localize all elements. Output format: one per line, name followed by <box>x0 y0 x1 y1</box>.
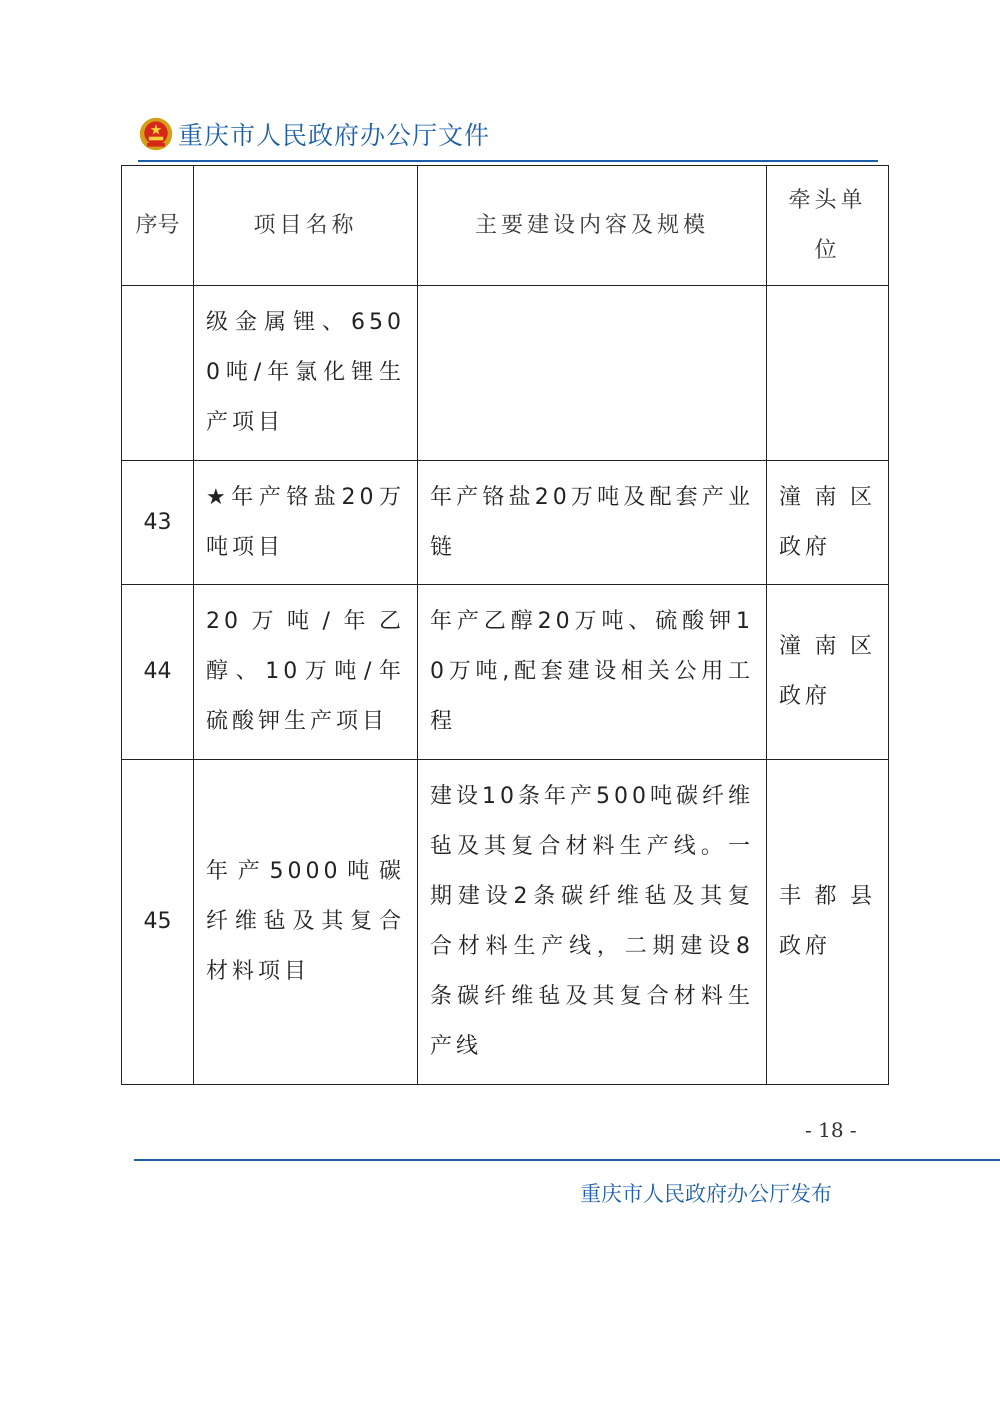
header-name: 项目名称 <box>194 166 418 286</box>
table-row <box>122 585 889 760</box>
table-header-row <box>122 166 889 286</box>
project-table <box>121 165 889 1085</box>
row-seq <box>122 286 194 461</box>
national-emblem-icon <box>138 116 174 152</box>
header-seq: 序号 <box>122 166 194 286</box>
row-content: 年产铬盐20万吨及配套产业链 <box>418 461 767 585</box>
row-unit: 丰都县政府 <box>767 760 889 1085</box>
header-title: 重庆市人民政府办公厅文件 <box>178 121 491 150</box>
row-seq: 43 <box>122 461 194 585</box>
table-row <box>122 286 889 461</box>
header-divider <box>138 160 878 162</box>
row-unit <box>767 286 889 461</box>
page-number: - 18 - <box>805 1118 857 1142</box>
footer-publisher: 重庆市人民政府办公厅发布 <box>580 1182 832 1206</box>
row-unit: 潼南区政府 <box>767 461 889 585</box>
row-name: 20万吨/年乙醇、10万吨/年硫酸钾生产项目 <box>194 585 418 760</box>
header-unit: 牵头单位 <box>767 166 889 286</box>
header-content: 主要建设内容及规模 <box>418 166 767 286</box>
row-content <box>418 286 767 461</box>
row-name: ★年产铬盐20万吨项目 <box>194 461 418 585</box>
row-content: 年产乙醇20万吨、硫酸钾10万吨,配套建设相关公用工程 <box>418 585 767 760</box>
row-seq: 44 <box>122 585 194 760</box>
footer-divider <box>134 1159 1000 1161</box>
row-content: 建设10条年产500吨碳纤维毡及其复合材料生产线。一期建设2条碳纤维毡及其复合材料生产线，二期建设8条碳纤维毡及其复合材料生产线 <box>418 760 767 1085</box>
document-header <box>138 112 490 156</box>
row-name: 级金属锂、6500吨/年氯化锂生产项目 <box>194 286 418 461</box>
row-seq: 45 <box>122 760 194 1085</box>
row-name: 年产5000吨碳纤维毡及其复合材料项目 <box>194 760 418 1085</box>
table-row <box>122 461 889 585</box>
row-unit: 潼南区政府 <box>767 585 889 760</box>
table-row <box>122 760 889 1085</box>
